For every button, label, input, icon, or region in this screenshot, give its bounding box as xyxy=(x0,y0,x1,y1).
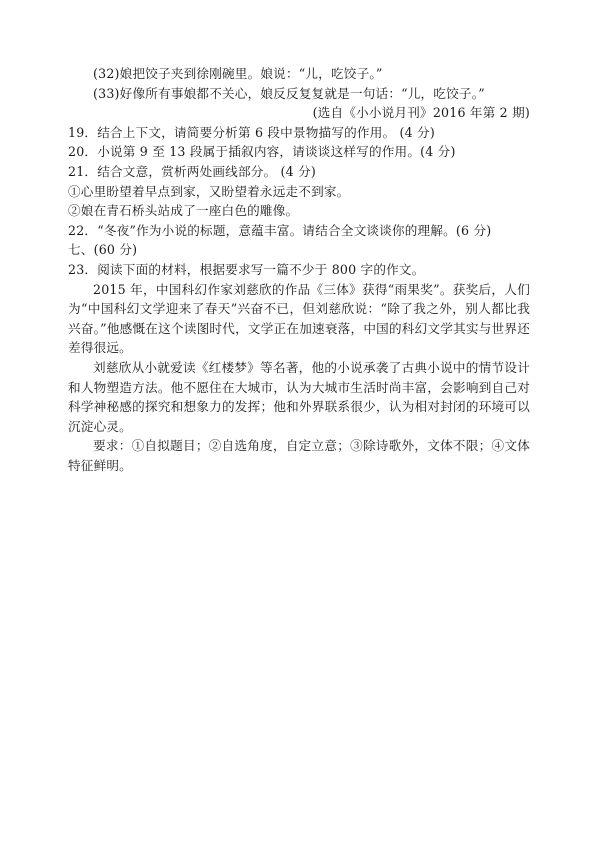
question-19: 19．结合上下文，请简要分析第 6 段中景物描写的作用。 (4 分) xyxy=(68,124,435,140)
essay-requirements: 要求：①自拟题目；②自选角度，自定立意；③除诗歌外，文体不限；④文体特征鲜明。 xyxy=(68,438,530,473)
source-citation: (选自《小小说月刊》2016 年第 2 期) xyxy=(312,105,530,121)
story-paragraph-33: (33)好像所有事娘都不关心，娘反反复复就是一句话：“儿，吃饺子。” xyxy=(93,85,485,101)
material-paragraph-1: 2015 年，中国科幻作家刘慈欣的作品《三体》获得“雨果奖”。获奖后，人们为“中国科幻文学迎来了春天”兴奋不已，但刘慈欣说：“除了我之外，别人都比我兴奋。”他感慨在这个读图时代，文学正在加速衰落，中国的科幻文学其实与世界还差得很远。 xyxy=(68,281,530,356)
section-7-heading: 七、(60 分) xyxy=(68,242,138,258)
question-21: 21．结合文意，赏析两处画线部分。 (4 分) xyxy=(68,163,316,179)
question-22: 22．“冬夜”作为小说的标题，意蕴丰富。请结合全文谈谈你的理解。(6 分) xyxy=(68,222,492,238)
material-paragraph-2: 刘慈欣从小就爱读《红楼梦》等名著，他的小说承袭了古典小说中的情节设计和人物塑造方法。他不愿住在大城市，认为大城市生活时尚丰富，会影响到自己对科学神秘感的探究和想象力的发挥；他和外界联系很少，认为相对封闭的环境可以沉淀心灵。 xyxy=(68,359,530,434)
question-23: 23．阅读下面的材料，根据要求写一篇不少于 800 字的作文。 xyxy=(68,261,425,277)
question-21-item-2: ②娘在青石桥头站成了一座白色的雕像。 xyxy=(68,203,299,219)
story-paragraph-32: (32)娘把饺子夹到徐刚碗里。娘说：“儿，吃饺子。” xyxy=(93,66,383,81)
question-21-item-1: ①心里盼望着早点到家，又盼望着永远走不到家。 xyxy=(68,183,350,199)
exam-content xyxy=(68,64,530,475)
question-20: 20．小说第 9 至 13 段属于插叙内容，请谈谈这样写的作用。(4 分) xyxy=(68,144,456,160)
